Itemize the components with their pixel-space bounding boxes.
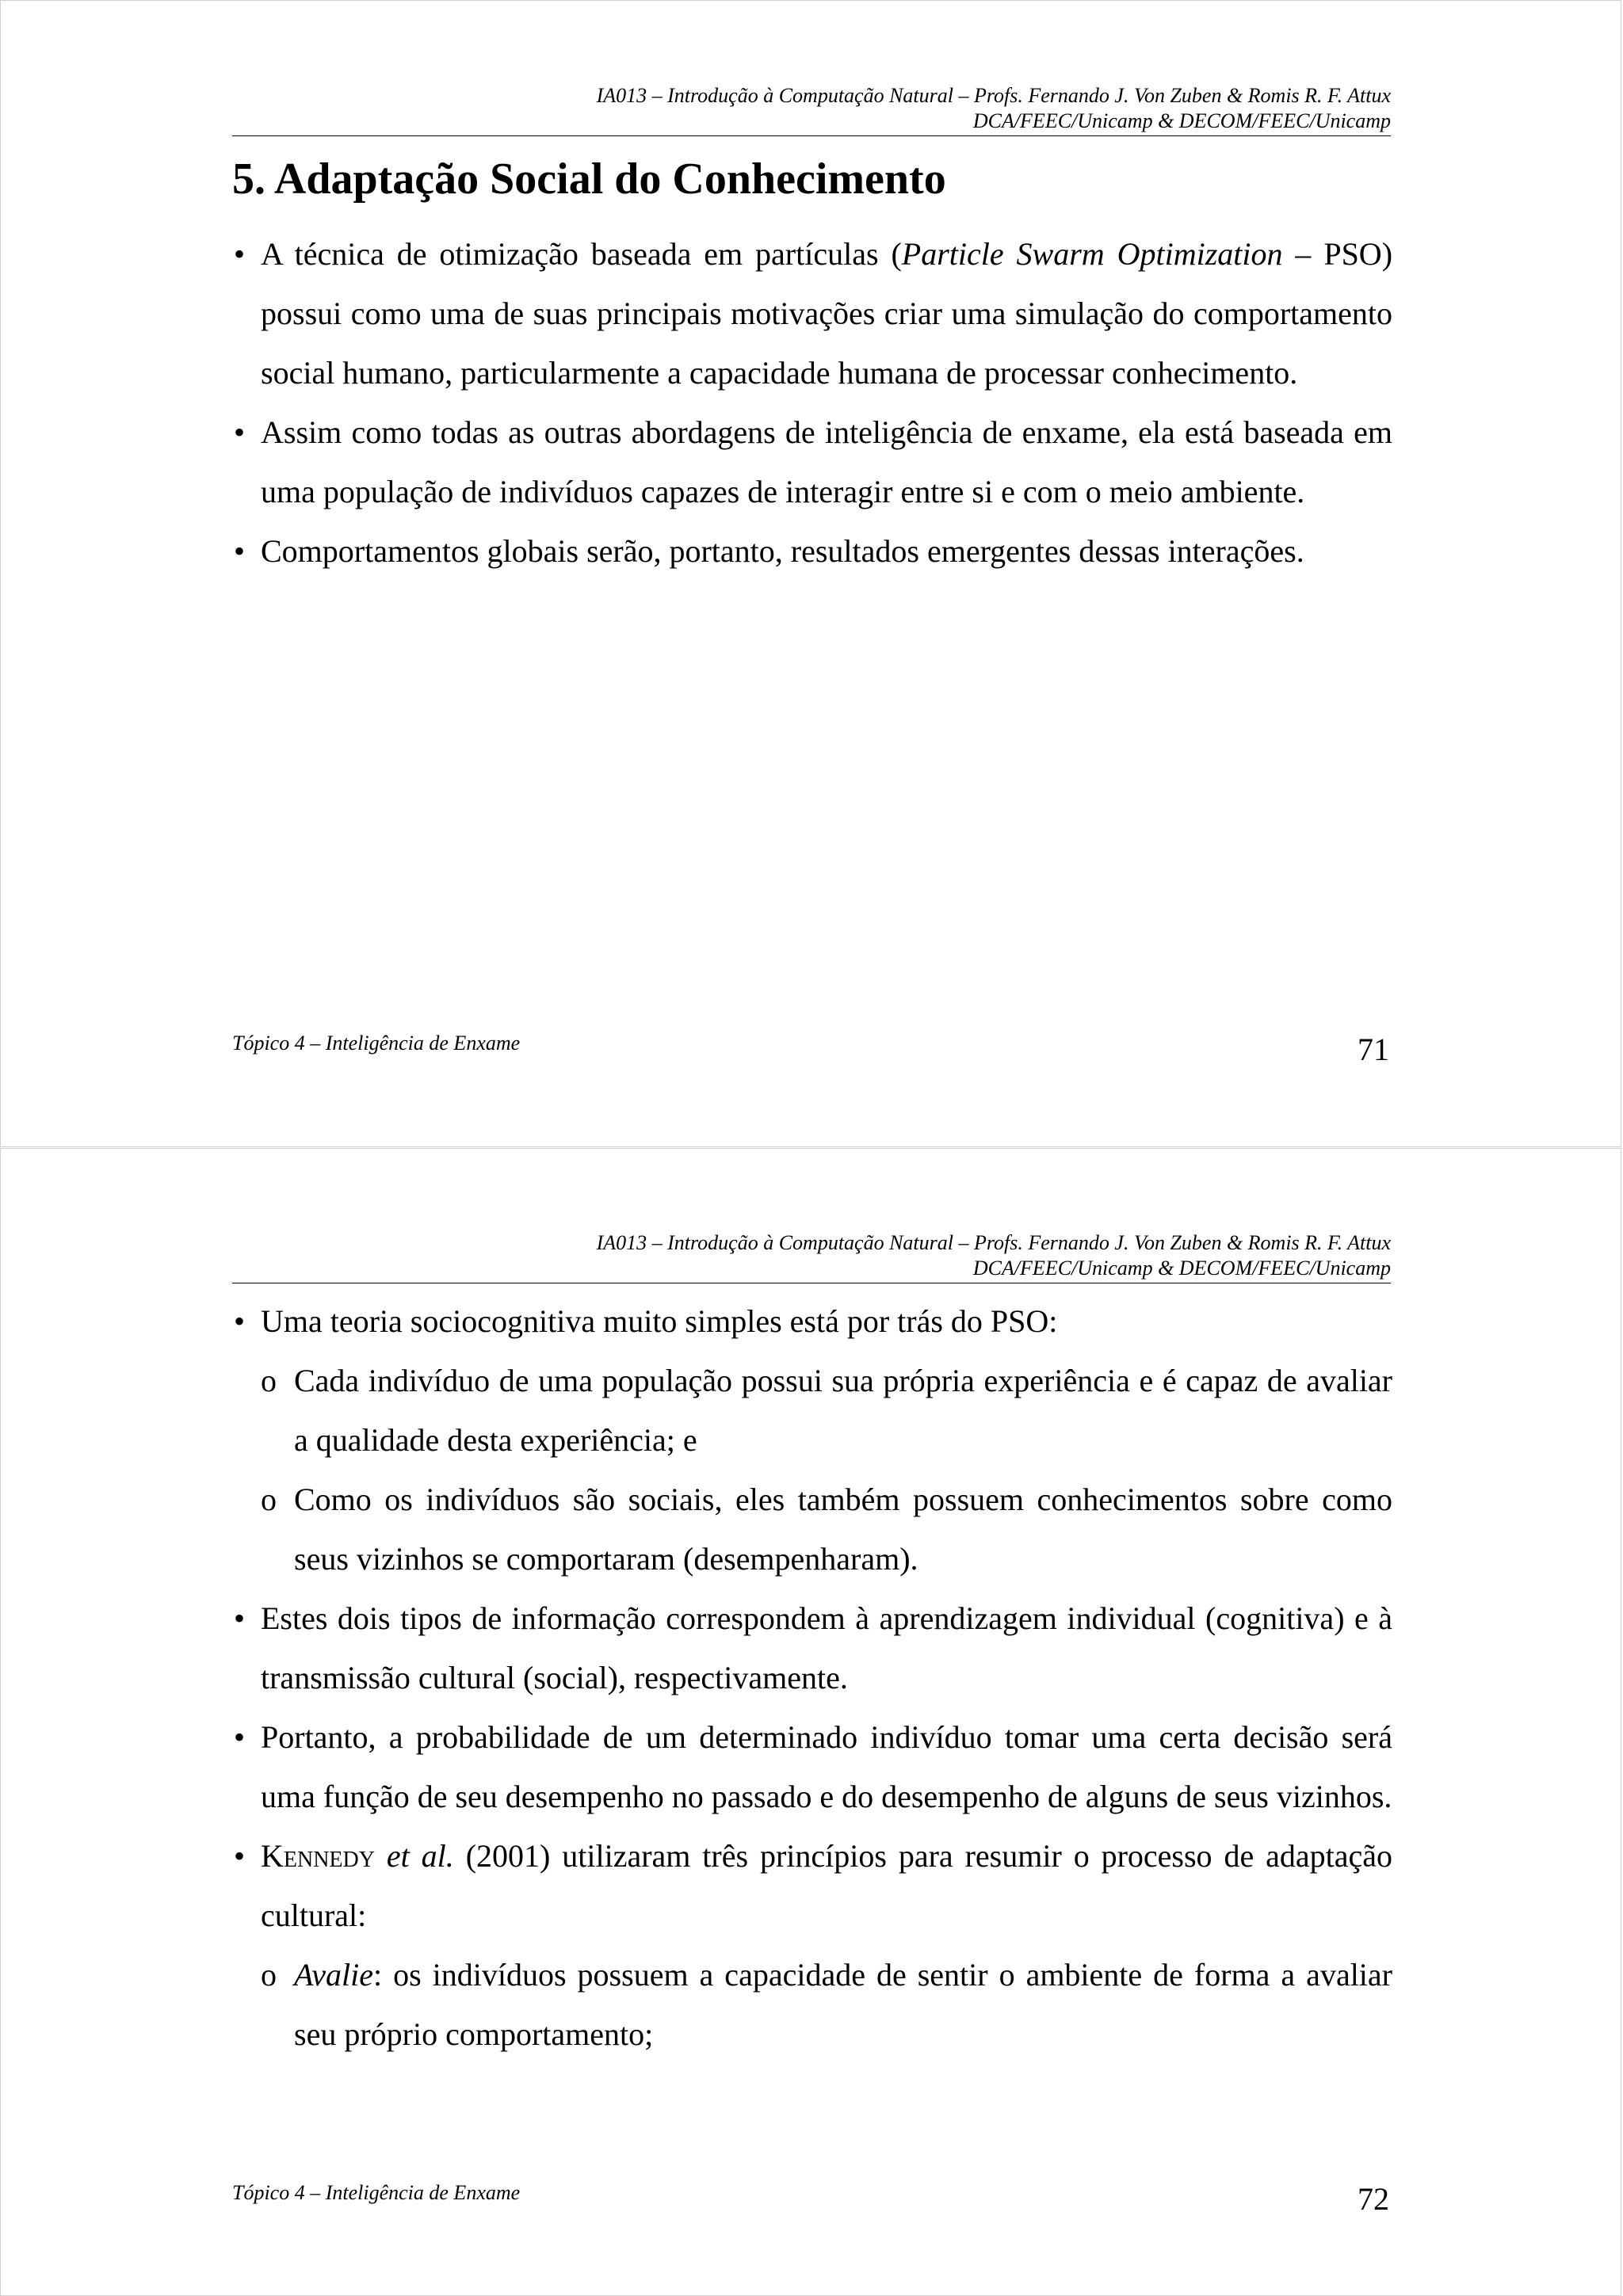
bullet-list [232,224,1392,581]
item-emphasis: et al. [386,1838,454,1874]
footer-topic: Tópico 4 – Inteligência de Enxame [232,1032,521,1055]
item-text: Uma teoria sociocognitiva muito simples está por trás do PSO: [261,1303,1058,1339]
page-number: 71 [1358,1032,1389,1067]
slide-71 [0,0,1621,1147]
list-item [232,1707,1392,1826]
bullet-glyph: • [234,533,246,569]
header-course-line: IA013 – Introdução à Computação Natural – Profs. Fernando J. Von Zuben & Romis R. F. Attux [596,1231,1391,1254]
slide-72 [0,1148,1621,2296]
item-text: Cada indivíduo de uma população possui sua própria experiência e é capaz de avaliar a qualidade desta experiência; e [294,1363,1392,1458]
item-text: (2001) utilizaram três princípios para resumir o processo de adaptação cultural: [261,1838,1393,1933]
item-text: : os indivíduos possuem a capacidade de sentir o ambiente de forma a avaliar seu próprio comportamento; [294,1957,1392,2052]
header-department-line: DCA/FEEC/Unicamp & DECOM/FEEC/Unicamp [972,1257,1391,1280]
item-text: Como os indivíduos são sociais, eles também possuem conhecimentos sobre como seus vizinhos se comportaram (desempenharam). [294,1482,1392,1577]
footer-topic: Tópico 4 – Inteligência de Enxame [232,2181,521,2204]
sub-bullet-glyph: o [261,1957,277,1993]
bullet-glyph: • [234,414,246,450]
item-emphasis: Particle Swarm Optimization [901,236,1283,272]
bullet-glyph: • [234,1303,246,1339]
page-number: 72 [1358,2181,1389,2217]
header-course-line: IA013 – Introdução à Computação Natural – Profs. Fernando J. Von Zuben & Romis R. F. Attux [596,84,1391,107]
sub-list-item [232,1945,1392,2064]
item-emphasis: Avalie [294,1957,373,1993]
sub-list-item [232,1470,1392,1589]
item-text: Comportamentos globais serão, portanto, resultados emergentes dessas interações. [261,533,1304,569]
item-text: – PSO) possui como uma de suas principais motivações criar uma simulação do comportamento social humano, particularmente a capacidade humana de processar conhecimento. [261,236,1393,391]
list-item [232,1826,1392,1945]
bullet-glyph: • [234,236,246,272]
item-text: Assim como todas as outras abordagens de inteligência de enxame, ela está baseada em uma população de indivíduos capazes de interagir entre si e com o meio ambiente. [261,414,1392,509]
slide-title: 5. Adaptação Social do Conhecimento [232,154,946,204]
sub-bullet-glyph: o [261,1363,277,1398]
bullet-glyph: • [234,1600,246,1636]
item-text: Portanto, a probabilidade de um determinado indivíduo tomar uma certa decisão será uma função de seu desempenho no passado e do desempenho de alguns de seus vizinhos. [261,1719,1392,1814]
author-name: Kennedy [261,1838,375,1874]
list-item [232,521,1392,581]
bullet-glyph: • [234,1719,246,1755]
list-item [232,402,1392,521]
list-item [232,1589,1392,1707]
header-department-line: DCA/FEEC/Unicamp & DECOM/FEEC/Unicamp [972,109,1391,132]
item-text: A técnica de otimização baseada em partículas ( [261,236,902,272]
list-item [232,1291,1392,1351]
bullet-list [232,1291,1392,2064]
header-rule [232,135,1391,136]
sub-bullet-glyph: o [261,1482,277,1517]
item-text: Estes dois tipos de informação correspondem à aprendizagem individual (cognitiva) e à transmissão cultural (social), respectivamente. [261,1600,1392,1695]
list-item [232,224,1392,402]
bullet-glyph: • [234,1838,246,1874]
sub-list-item [232,1351,1392,1470]
